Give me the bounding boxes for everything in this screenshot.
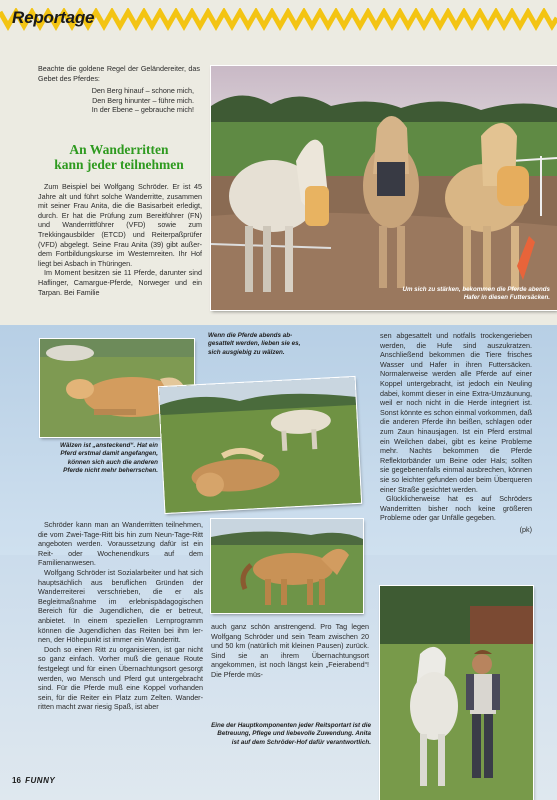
magazine-brand: FUNNY — [25, 776, 56, 785]
paragraph: Glücklicherweise hat es auf Schröders Wanderritten bisher noch keine größeren Probleme oder gar Unfälle gegeben. — [380, 494, 532, 523]
poem-lines — [38, 86, 194, 115]
article-col2 — [211, 622, 369, 680]
poem-line-2: Den Berg hinunter – führe mich. — [92, 95, 194, 105]
paragraph: Doch so einen Ritt zu organisieren, ist gar nicht so ganz einfach. Vorher muß die genaue Route festgelegt und für einen Übernachtungsort gesorgt werden, wo Mensch und Pferd gut untergebracht sind. Für die Pferde muß eine Koppel vorhanden sein, für die Reiter ein Platz zum Zelten. Wanderritten macht zwar riesig Spaß, ist aber — [38, 644, 203, 712]
poem-intro: Beachte die goldene Regel der Geländereiter, das Gebet des Pferdes: — [38, 64, 200, 83]
section-title: Reportage — [12, 8, 95, 27]
caption-rolling: Wenn die Pferde abends abgesattelt werden, lieben sie es, sich ausgiebig zu wälzen. — [208, 332, 301, 356]
photo-horse-standing — [211, 519, 363, 613]
photo-horses-rolling — [159, 377, 361, 513]
article-col3 — [380, 331, 532, 534]
paragraph: auch ganz schön anstrengend. Pro Tag legen Wolfgang Schröder und sein Team zwischen 20 und 50 km (natürlich mit kleinen Pausen) zurück. Sind sie an ihrem Übernachtungsort angekommen, ist noch längst kein „Feierabend“! Die Pferde müs- — [211, 622, 369, 679]
article-col1-upper — [38, 182, 202, 297]
paragraph: Schröder kann man an Wanderritten teilnehmen, die vom Zwei-Tage-Ritt bis hin zum Neun-Tage-Ritt angeboten werden. Voraussetzung dafür ist ein Reit- oder Wochenendkurs auf dem Familienanwesen. — [38, 520, 203, 568]
article-col1-lower — [38, 520, 203, 712]
caption-rolling-contagious: Wälzen ist „ansteckend“. Hat ein Pferd erstmal damit angefangen, können sich auch die anderen Pferde nicht mehr beherrschen. — [60, 442, 158, 475]
paragraph: sen abgesattelt und notfalls trockengerieben werden, die Hufe sind auszukratzen. Anschließend bekommen die Tiere frisches Wasser und Hafer in ihren Futtersäcken. Normalerweise werden alle Pferde auf einer Koppel untergebracht, ist jedoch ein Neuling dabei, kommt dieser in eine Extra-Umzäunung, weil er noch nicht in die Herde integriert ist. Sonst könnte es schon einmal vorkommen, daß die anderen Pferde ihn beißen, schlagen oder zum Zaun hinausjagen. Ist ein Pferd erstmal ein Weilchen dabei, gibt es keine Probleme mehr. Nachts bekommen die Pferde Reflektorbänder um Beine oder Hals; sollten sie gegebenenfalls einmal ausbrechen, können sie so leichter gefunden oder beim Überqueren einer Straße gesichtet werden. — [380, 331, 532, 494]
photo-horses-feedbags — [211, 66, 557, 310]
subheading-line-1: An Wanderritten — [69, 142, 169, 157]
paragraph: Im Moment besitzen sie 11 Pferde, darunter sind Haflinger, Camargue-Pferde, Norweger und ein Tarpan. Bei Familie — [38, 268, 202, 297]
poem-line-1: Den Berg hinauf – schone mich, — [91, 86, 194, 95]
paragraph: Wolfgang Schröder ist Sozialarbeiter und hat sich hauptsächlich aus beruflichen Gründen der Wanderreiterei verschrieben, die er als Begleitmaßnahme im erlebnispädagogischen Bereich für die Jugendlichen, die er betreut, anbietet. In einem speziellen Lernprogramm können die Jugendlichen das Reiten bei ihm lernen, der Höhepunkt ist immer ein Wanderritt. — [38, 567, 203, 645]
caption-top-photo: Um sich zu stärken, bekommen die Pferde abends Hafer in diesen Futtersäcken. — [402, 286, 550, 302]
subheading-line-2: kann jeder teilnehmen — [54, 157, 184, 172]
caption-care: Eine der Hauptkomponenten jeder Reitsportart ist die Betreuung, Pflege und liebevolle Zuwendung. Anita ist auf dem Schröder-Hof dafür verantwortlich. — [211, 722, 371, 746]
paragraph: Zum Beispiel bei Wolfgang Schröder. Er ist 45 Jahre alt und führt solche Wanderritte, zusammen mit seiner Frau Anita, die die Basisarbeit erledigt, durch. Er hat die Prüfung zum Bereitführer (FN) und Wanderrittführer (VFD) sowie zum Trekkingausbilder (ETCD) und Reiterpaßprüfer (VFD) abgelegt. Seine Frau Anita (39) gibt außerdem Fortbildungskurse im Westernreiten. Ihr Hof liegt bei Asbach in Thüringen. — [38, 182, 202, 268]
author-sign: (pk) — [519, 524, 532, 534]
page-number: 16 — [12, 776, 21, 785]
photo-woman-with-horse — [380, 586, 533, 800]
page-footer — [12, 776, 55, 785]
subheading — [34, 142, 204, 172]
poem-line-3: In der Ebene – gebrauche mich! — [91, 105, 194, 115]
